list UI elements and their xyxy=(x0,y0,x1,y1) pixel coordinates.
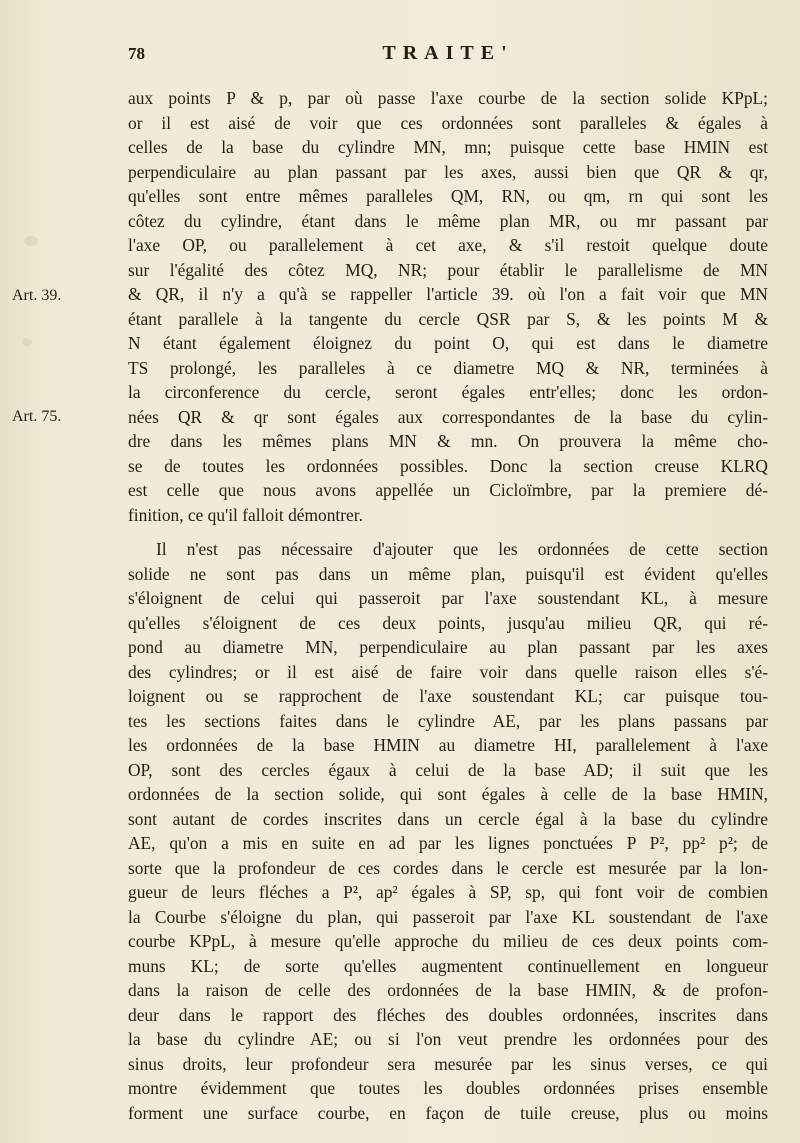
text-line: solide ne sont pas dans un même plan, puisqu'il est évident qu'elles xyxy=(128,563,768,584)
text-line: qu'elles s'éloignent de ces deux points, jusqu'au milieu QR, qui ré- xyxy=(128,612,768,633)
text-line: l'axe OP, ou parallelement à cet axe, & s'il restoit quelque doute xyxy=(128,235,768,255)
text-line: étant parallele à la tangente du cercle QSR par S, & les points M & xyxy=(128,308,768,329)
text-line: côtez du cylindre, étant dans le même plan MR, ou mr passant par xyxy=(128,210,768,231)
text-line: aux points P & p, par où passe l'axe courbe de la section solide KPpL; xyxy=(128,88,768,108)
text-line: sinus droits, leur profondeur sera mesurée par les sinus verses, ce qui xyxy=(128,1053,768,1074)
text-line: sont autant de cordes inscrites dans un cercle égal à la base du cylindre xyxy=(128,808,768,829)
text-line: finition, ce qu'il falloit démontrer. xyxy=(128,504,363,525)
margin-note-art-75: Art. 75. xyxy=(12,408,62,425)
text-line: dre dans les mêmes plans MN & mn. On prouvera la même cho- xyxy=(128,431,768,451)
text-line: celles de la base du cylindre MN, mn; puisque cette base HMIN est xyxy=(128,137,768,157)
margin-note-art-39: Art. 39. xyxy=(12,287,62,304)
text-line: dans la raison de celle des ordonnées de la base HMIN, & de profon- xyxy=(128,980,768,1000)
text-line: des cylindres; or il est aisé de faire voir dans quelle raison elles s'é- xyxy=(128,661,768,682)
text-line: AE, qu'on a mis en suite en ad par les lignes ponctuées P P², pp² p²; de xyxy=(128,833,768,853)
text-line: or il est aisé de voir que ces ordonnées sont paralleles & égales à xyxy=(128,112,768,133)
text-line: courbe KPpL, à mesure qu'elle approche du milieu de ces deux points com- xyxy=(128,931,768,951)
text-line: sur l'égalité des côtez MQ, NR; pour établir le parallelisme de MN xyxy=(128,259,768,280)
text-line: TS prolongé, les paralleles à ce diametre MQ & NR, terminées à xyxy=(128,357,768,378)
text-line: montre évidemment que toutes les doubles ordonnées prises ensemble xyxy=(128,1078,768,1098)
running-title: TRAITE' xyxy=(382,42,514,64)
page-header xyxy=(128,42,768,72)
text-line: muns KL; de sorte qu'elles augmentent continuellement en longueur xyxy=(128,955,768,976)
text-line: nées QR & qr sont égales aux correspondantes de la base du cylin- xyxy=(128,406,768,427)
text-line: les ordonnées de la base HMIN au diametre HI, parallelement à l'axe xyxy=(128,735,768,755)
text-line: la circonference du cercle, seront égales entr'elles; donc les ordon- xyxy=(128,382,768,402)
text-line: se de toutes les ordonnées possibles. Donc la section creuse KLRQ xyxy=(128,455,768,476)
text-line: qu'elles sont entre mêmes paralleles QM, RN, ou qm, rn qui sont les xyxy=(128,186,768,206)
text-line: loignent ou se rapprochent de l'axe soustendant KL; car puisque tou- xyxy=(128,686,768,706)
page-number: 78 xyxy=(128,44,145,63)
text-line: la Courbe s'éloigne du plan, qui passeroit par l'axe KL soustendant de l'axe xyxy=(128,906,768,927)
text-line: la base du cylindre AE; ou si l'on veut prendre les ordonnées pour des xyxy=(128,1029,768,1049)
text-line: deur dans le rapport des fléches des doubles ordonnées, inscrites dans xyxy=(128,1004,768,1025)
ink-speck xyxy=(24,236,38,246)
text-line: tes les sections faites dans le cylindre AE, par les plans passans par xyxy=(128,710,768,731)
text-line: s'éloignent de celui qui passeroit par l'axe soustendant KL, à mesure xyxy=(128,588,768,608)
ink-speck xyxy=(22,338,32,346)
text-line: ordonnées de la section solide, qui sont égales à celle de la base HMIN, xyxy=(128,784,768,804)
text-line: sorte que la profondeur de ces cordes dans le cercle est mesurée par la lon- xyxy=(128,857,768,878)
paragraph-1 xyxy=(128,86,768,527)
text-line: gueur de leurs fléches a P², ap² égales à SP, sp, qui font voir de combien xyxy=(128,882,768,902)
text-line: perpendiculaire au plan passant par les axes, aussi bien que QR & qr, xyxy=(128,161,768,182)
text-line: pond au diametre MN, perpendiculaire au plan passant par les axes xyxy=(128,637,768,657)
text-line: Il n'est pas nécessaire d'ajouter que les ordonnées de cette section xyxy=(156,539,768,559)
text-line: & QR, il n'y a qu'à se rappeller l'article 39. où l'on a fait voir que MN xyxy=(128,284,768,304)
text-line: N étant également éloignez du point O, qui est dans le diametre xyxy=(128,333,768,353)
text-line: OP, sont des cercles égaux à celui de la base AD; il suit que les xyxy=(128,759,768,780)
body-text xyxy=(128,86,768,1125)
paragraph-2 xyxy=(128,537,768,1125)
text-line: est celle que nous avons appellée un Cicloïmbre, par la premiere dé- xyxy=(128,480,768,500)
text-line: forment une surface courbe, en façon de tuile creuse, plus ou moins xyxy=(128,1102,768,1123)
